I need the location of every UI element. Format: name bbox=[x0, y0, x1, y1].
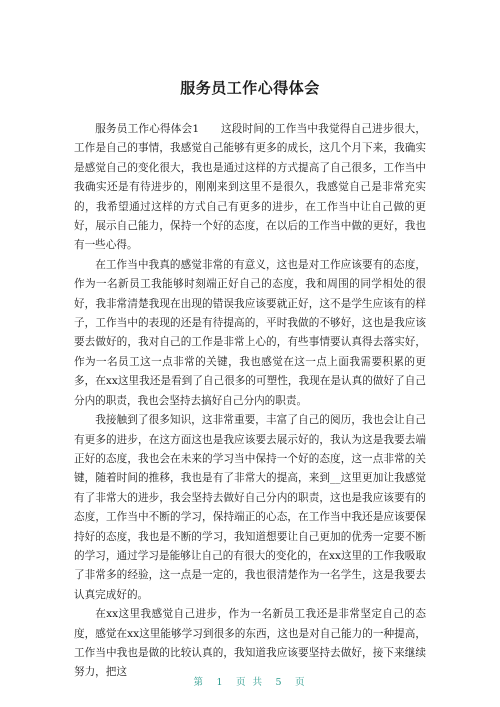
page-footer: 第 1 页 共 5 页 bbox=[193, 677, 307, 688]
paragraph: 服务员工作心得体会1 这段时间的工作当中我觉得自己进步很大，工作是自己的事情，我感觉自己能够有更多的成长，这几个月下来，我确实是感觉自己的变化很大，我也是通过这样的方式提高了自己很多，工作当中我确实还是有待进步的，刚刚来到这里不是很久，我感觉自己是非常充实的，我希望通过这样的方式自己有更多的进步，在工作当中让自己做的更好，展示自己能力，保持一个好的态度，在以后的工作当中做的更好，我也有一些心得。 bbox=[74, 123, 426, 252]
paragraph: 在工作当中我真的感觉非常的有意义，这也是对工作应该要有的态度，作为一名新员工我能够时刻端正好自己的态度，我和周围的同学相处的很好，我非常清楚我现在出现的错误我应该要就正好，这不是学生应该有的样子，工作当中的表现的还是有待提高的，平时我做的不够好，这也是我应该要去做好的，我对自己的工作是非常上心的，有些事情要认真得去落实好，作为一名员工这一点非常的关键，我也感觉在这一点上面我需要积累的更多，在xx这里我还是看到了自己很多的可塑性，我现在是认真的做好了自己分内的职责，我也会坚持去搞好自己分内的职责。 bbox=[74, 258, 426, 407]
document-body bbox=[74, 120, 426, 683]
paragraph: 在xx这里我感觉自己进步，作为一名新员工我还是非常坚定自己的态度，感觉在xx这里能够学习到很多的东西，这也是对自己能力的一种提高，工作当中我也是做的比较认真的，我知道我应该要坚持去做好，接下来继续努力，把这 bbox=[74, 608, 426, 679]
paragraph: 我接触到了很多知识，这非常重要，丰富了自己的阅历，我也会让自己有更多的进步，在这方面这也是我应该要去展示好的，我认为这是我要去端正好的态度，我也会在未来的学习当中保持一个好的态度，这一点非常的关键，随着时间的推移，我也是有了非常大的提高，来到__这里更加让我感觉有了非常大的进步，我会坚持去做好自己分内的职责，这也是我应该要有的态度，工作当中不断的学习，保持端正的心态，在工作当中我还是应该要保持好的态度，我也是不断的学习，我知道想要让自己更加的优秀一定要不断的学习，通过学习是能够让自己的有很大的变化的，在xx这里的工作我吸取了非常多的经验，这一点是一定的，我也很清楚作为一名学生，这是我要去认真完成好的。 bbox=[74, 414, 426, 601]
page-title: 服务员工作心得体会 bbox=[180, 79, 320, 97]
